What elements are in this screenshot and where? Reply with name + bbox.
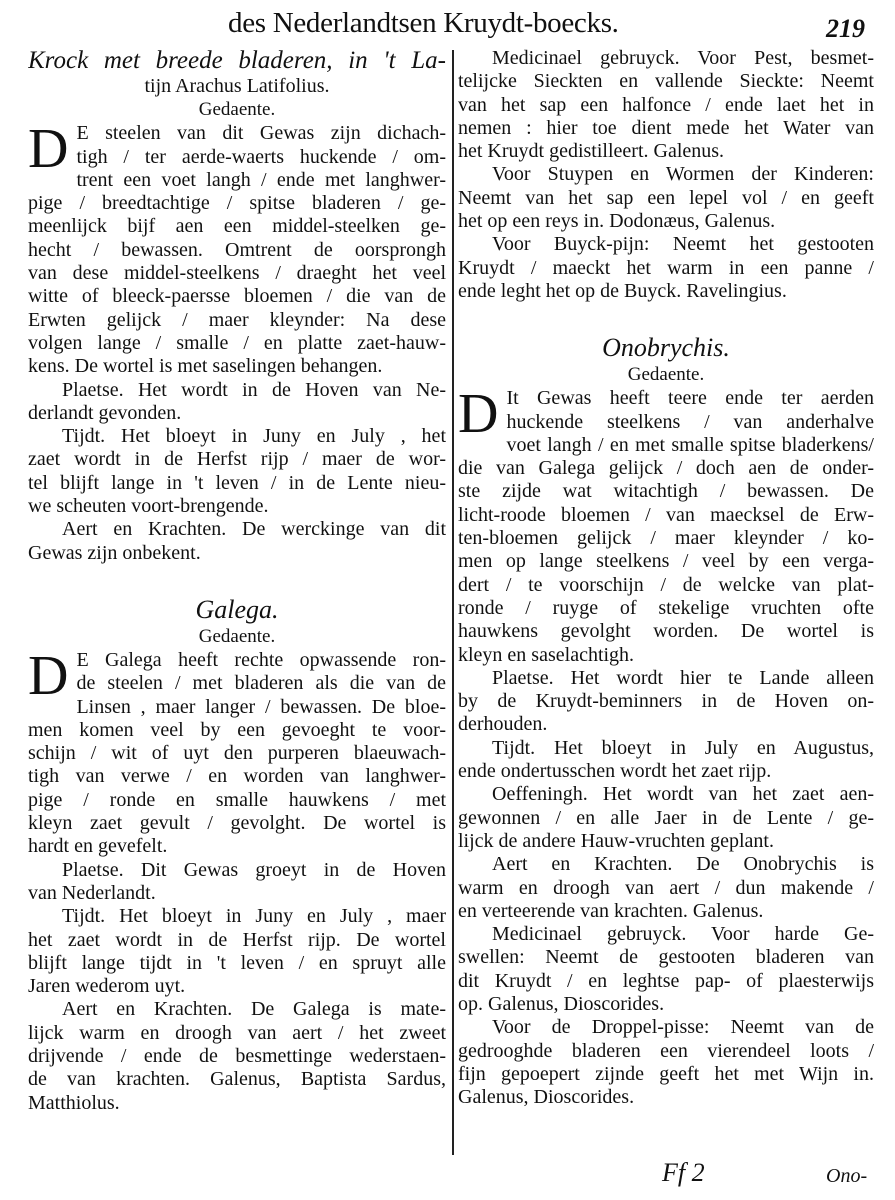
text-line: die van Galega gelijck / doch aen de onder- (458, 457, 874, 480)
text-line: tigh van verwe / en worden van langhwer- (28, 765, 446, 788)
left-column (28, 47, 446, 1152)
text-line: we scheuten voort-brengende. (28, 495, 269, 518)
paragraph-oeffeningh (458, 783, 874, 853)
text-line: Galenus, Dioscorides. (458, 1086, 635, 1109)
section-heading-gedaente: Gedaente. (627, 364, 705, 386)
text-line: voet langh / en met smalle spitse bladerkens/ (506, 433, 874, 456)
paragraph-tijdt (458, 737, 874, 784)
text-line: ste zijde wat witachtigh / bewassen. De (458, 480, 874, 503)
text-line: witte of bleeck-paersse bloemen / die van de (28, 285, 446, 308)
text-line: nemen : hier toe dient mede het Water van (458, 116, 874, 139)
text-line: It Gewas heeft teere ende ter aerden (506, 387, 874, 410)
entry-title: Krock met breede bladeren, in 't La- (28, 47, 446, 74)
text-line: Tijdt. Het bloeyt in Juny en July , maer (62, 905, 446, 928)
text-line: E steelen van dit Gewas zijn dichach- (76, 122, 446, 145)
paragraph-tijdt (28, 425, 446, 518)
text-line: huckende steelkens / van anderhalve (506, 410, 874, 433)
paragraph-medicinael (458, 47, 874, 163)
text-line: de steelen / met bladeren als die van de (76, 672, 446, 695)
paragraph-aert (28, 998, 446, 1114)
text-line: blijft lange tijdt in 't leven / en spruyt alle (28, 951, 446, 974)
text-line: pige / breedtachtige / spitse bladeren / ge- (28, 192, 446, 215)
text-line: en verteerende van krachten. Galenus. (458, 899, 764, 922)
text-line: by de Kruydt-beminners in de Hoven on- (458, 690, 874, 713)
text-line: Plaetse. Het wordt hier te Lande alleen (492, 666, 874, 689)
text-line: Voor de Droppel-pisse: Neemt van de (492, 1016, 874, 1039)
text-line: Aert en Krachten. De Onobrychis is (492, 853, 874, 876)
text-line: van dese middel-steelkens / draeght het veel (28, 262, 446, 285)
text-line: Plaetse. Het wordt in de Hoven van Ne- (62, 378, 446, 401)
text-line: lijck de andere Hauw-vruchten geplant. (458, 829, 774, 852)
text-line: Oeffeningh. Het wordt van het zaet aen- (492, 783, 874, 806)
text-line: meenlijck bijf aen een middel-steelken ge- (28, 215, 446, 238)
text-line: kleyn en saselachtigh. (458, 643, 635, 666)
running-header: des Nederlandtsen Kruydt-boecks. (228, 7, 619, 39)
text-line: het op een reys in. Dodonæus, Galenus. (458, 210, 776, 233)
text-line: men op lange steelkens / veel by een verga- (458, 550, 874, 573)
text-line: Aert en Krachten. De Galega is mate- (62, 998, 446, 1021)
text-line: warm en droogh van aert / dun makende / (458, 876, 874, 899)
text-line: hardt en gevefelt. (28, 835, 168, 858)
text-line: dert / te voorschijn / de welcke van plat- (458, 573, 874, 596)
text-line: gedrooghde bladeren een vierendeel loots / (458, 1039, 874, 1062)
text-line: kens. De wortel is met saselingen behangen. (28, 355, 383, 378)
column-divider (452, 50, 454, 1155)
entry-title: Galega. (195, 594, 279, 624)
paragraph-buyck (458, 233, 874, 303)
entry-title: Onobrychis. (602, 333, 730, 363)
text-line: volgen lange / smalle / en platte zaet-hauw- (28, 331, 446, 354)
text-line: zaet wordt in de Herfst rijp / maer de wor- (28, 448, 446, 471)
right-column (458, 47, 874, 1152)
text-line: kleyn zaet gevult / gevolght. De wortel is (28, 812, 446, 835)
entry-title-latin: tijn Arachus Latifolius. (144, 75, 330, 97)
text-line: telijcke Siecktеn en vallende Sieckte: Neemt (458, 70, 874, 93)
text-line: van Nederlandt. (28, 881, 156, 904)
paragraph-stuypen (458, 163, 874, 233)
drop-cap: D (28, 644, 69, 707)
text-line: hauwkens gevolght worden. De wortel is (458, 620, 874, 643)
paragraph-tijdt (28, 905, 446, 998)
text-line: Linsen , maer langer / bewassen. De bloe- (76, 695, 446, 718)
paragraph-aert (28, 518, 446, 565)
text-line: E Galega heeft rechte opwassende ron- (76, 648, 446, 671)
signature-mark: Ff 2 (662, 1158, 705, 1187)
text-line: licht-roode bloemen / van maecksel de Erw- (458, 503, 874, 526)
text-line: Kruydt / maeckt het warm in een panne / (458, 256, 874, 279)
text-line: Aert en Krachten. De werckinge van dit (62, 518, 446, 541)
text-line: tigh / ter aerde-waerts huckende / om- (76, 145, 446, 168)
text-line: Matthiolus. (28, 1091, 120, 1114)
text-line: lijck warm en droogh van aert / het zweet (28, 1021, 446, 1044)
text-line: pige / ronde en smalle hauwkens / met (28, 788, 446, 811)
text-line: Tijdt. Het bloeyt in Juny en July , het (62, 425, 446, 448)
paragraph-medicinael (458, 923, 874, 1016)
paragraph-aert (458, 853, 874, 923)
paragraph-gedaente (28, 644, 446, 859)
catchword: Ono- (826, 1165, 868, 1187)
text-line: hecht / bewassen. Omtrent de oorsprongh (28, 238, 446, 261)
paragraph-plaetse (28, 859, 446, 906)
text-line: ten-bloemen gelijck / maer kleynder / ko- (458, 527, 874, 550)
text-line: trent een voet langh / ende met langhwer- (76, 168, 446, 191)
text-line: Tijdt. Het bloeyt in July en Augustus, (492, 736, 874, 759)
text-line: gewonnen / en alle Jaer in de Lente / ge- (458, 806, 874, 829)
text-line: Medicinael gebruyck. Voor Pest, besmet- (492, 47, 874, 69)
text-line: van het sap een halfonce / ende laet het in (458, 93, 874, 116)
text-line: de van krachten. Galenus, Baptista Sardus, (28, 1068, 446, 1091)
text-line: ronde / ruyge of stekelige vruchten ofte (458, 596, 874, 619)
text-line: fijn gepoepert zijnde geeft het met Wijn in. (458, 1062, 874, 1085)
text-line: men komen veel by een gevoeght te voor- (28, 718, 446, 741)
text-line: drijvende / ende de besmettinge wederstaen- (28, 1044, 446, 1067)
entry-krock (28, 47, 446, 565)
paragraph-plaetse (458, 667, 874, 737)
text-line: derlandt gevonden. (28, 401, 182, 424)
paragraph-droppel (458, 1016, 874, 1109)
text-line: het zaet wordt in de Herfst rijp. De wortel (28, 928, 446, 951)
text-line: schijn / wit of uyt den purperen blaeuwach- (28, 742, 446, 765)
text-line: Voor Buyck-pijn: Neemt het gestooten (492, 233, 874, 256)
text-line: ende ondertusschen wordt het zaet rijp. (458, 760, 772, 783)
section-heading-gedaente: Gedaente. (198, 625, 276, 647)
text-line: Gewas zijn onbekent. (28, 541, 201, 564)
text-line: Jaren wederom uyt. (28, 975, 186, 998)
entry-galega (28, 595, 446, 1115)
text-line: tel blijft lange in 't leven / in de Lente nieu- (28, 471, 446, 494)
drop-cap: D (458, 383, 499, 446)
paragraph-gedaente (458, 383, 874, 667)
text-line: het Kruydt gedistilleert. Galenus. (458, 140, 725, 163)
text-line: Plaetse. Dit Gewas groeyt in de Hoven (62, 858, 446, 881)
paragraph-gedaente (28, 118, 446, 378)
text-line: op. Galenus, Dioscorides. (458, 992, 665, 1015)
drop-cap: D (28, 118, 69, 181)
text-line: Erwten gelijck / maer kleynder: Na dese (28, 308, 446, 331)
entry-krock-continued (458, 47, 874, 303)
paragraph-plaetse (28, 379, 446, 426)
entry-onobrychis (458, 333, 874, 1109)
text-line: Medicinael gebruyck. Voor harde Ge- (492, 923, 874, 946)
text-line: Neemt van het sap een lepel vol / en geeft (458, 186, 874, 209)
section-heading-gedaente: Gedaente. (198, 99, 276, 121)
text-line: ende leght het op de Buyck. Ravelingius. (458, 279, 787, 302)
text-line: swellen: Neemt de gestooten bladeren van (458, 946, 874, 969)
text-line: dit Kruydt / en leghtse pap- of plaesterwijs (458, 969, 874, 992)
text-line: Voor Stuypen en Wormen der Kinderen: (492, 163, 874, 186)
text-line: derhouden. (458, 713, 548, 736)
page-number: 219 (826, 14, 865, 43)
